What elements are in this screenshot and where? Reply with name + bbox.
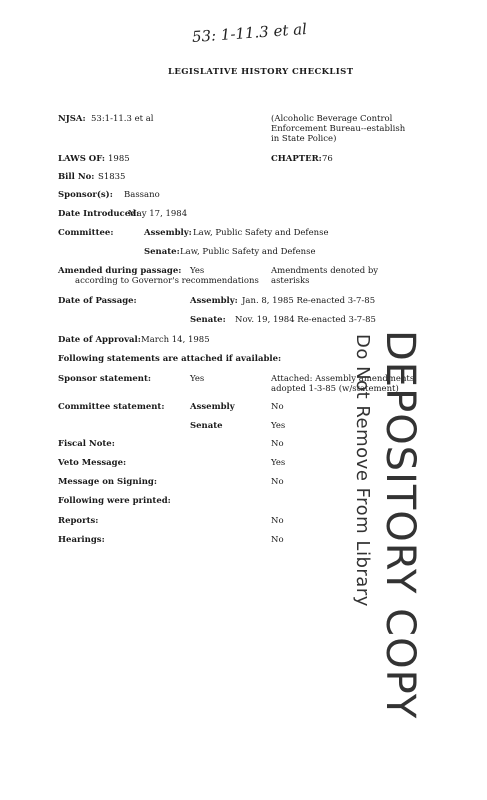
chapter-value: 76 xyxy=(322,154,333,164)
subject-line-3: in State Police) xyxy=(271,134,337,144)
fiscal-note-label: Fiscal Note: xyxy=(58,439,115,449)
following-printed-heading: Following were printed: xyxy=(58,496,171,506)
date-introduced-label: Date Introduced: xyxy=(58,209,140,219)
sponsor-statement-value: Yes xyxy=(190,374,205,384)
veto-message-value: Yes xyxy=(271,458,286,468)
bill-no-value: S1835 xyxy=(98,172,126,182)
amended-value: Yes xyxy=(190,266,205,276)
sponsor-value: Bassano xyxy=(124,190,160,200)
hearings-value: No xyxy=(271,535,284,545)
sponsor-statement-note-line-2: adopted 1-3-85 (w/statement) xyxy=(271,384,399,394)
laws-of-value: 1985 xyxy=(108,154,130,164)
sponsor-statement-note-line-1: Attached: Assembly amendments, xyxy=(271,374,417,384)
veto-message-label: Veto Message: xyxy=(58,458,127,468)
depository-stamp xyxy=(335,330,425,720)
fiscal-note-value: No xyxy=(271,439,284,449)
stamp-line-1: DEPOSITORY COPY xyxy=(377,330,423,720)
laws-of-label: LAWS OF: xyxy=(58,154,106,164)
reports-value: No xyxy=(271,516,284,526)
approval-label: Date of Approval: xyxy=(58,335,141,345)
njsa-value: 53:1-11.3 et al xyxy=(91,114,154,124)
following-attached-heading: Following statements are attached if available: xyxy=(58,354,282,364)
date-introduced-value: May 17, 1984 xyxy=(128,209,188,219)
committee-statement-senate-label: Senate xyxy=(190,421,223,431)
committee-label: Committee: xyxy=(58,228,114,238)
handwritten-note: 53: 1-11.3 et al xyxy=(191,19,308,46)
amended-sub: according to Governor's recommendations xyxy=(75,276,259,286)
message-signing-value: No xyxy=(271,477,284,487)
committee-statement-assembly-value: No xyxy=(271,402,284,412)
message-signing-label: Message on Signing: xyxy=(58,477,157,487)
passage-senate-label: Senate: xyxy=(190,315,226,325)
hearings-label: Hearings: xyxy=(58,535,105,545)
passage-label: Date of Passage: xyxy=(58,296,137,306)
njsa-label: NJSA: xyxy=(58,114,86,124)
passage-assembly-label: Assembly: xyxy=(190,296,238,306)
passage-senate-value: Nov. 19, 1984 Re-enacted 3-7-85 xyxy=(235,315,376,325)
chapter-label: CHAPTER: xyxy=(271,154,322,164)
stamp-line-2: Do Not Remove From Library xyxy=(352,334,373,607)
sponsor-statement-label: Sponsor statement: xyxy=(58,374,152,384)
passage-assembly-value: Jan. 8, 1985 Re-enacted 3-7-85 xyxy=(242,296,376,306)
subject-line-1: (Alcoholic Beverage Control xyxy=(271,114,393,124)
committee-assembly-value: Law, Public Safety and Defense xyxy=(193,228,329,238)
committee-statement-label: Committee statement: xyxy=(58,402,165,412)
amended-note-line-1: Amendments denoted by xyxy=(271,266,379,276)
page-title: LEGISLATIVE HISTORY CHECKLIST xyxy=(168,67,354,77)
committee-senate-label: Senate: xyxy=(144,247,180,257)
committee-senate-value: Law, Public Safety and Defense xyxy=(180,247,316,257)
amended-label: Amended during passage: xyxy=(58,266,182,276)
committee-assembly-label: Assembly: xyxy=(144,228,192,238)
amended-note-line-2: asterisks xyxy=(271,276,310,286)
sponsor-label: Sponsor(s): xyxy=(58,190,113,200)
committee-statement-senate-value: Yes xyxy=(271,421,286,431)
approval-value: March 14, 1985 xyxy=(141,335,210,345)
subject-line-2: Enforcement Bureau--establish xyxy=(271,124,406,134)
bill-no-label: Bill No: xyxy=(58,172,95,182)
committee-statement-assembly-label: Assembly xyxy=(190,402,235,412)
reports-label: Reports: xyxy=(58,516,99,526)
